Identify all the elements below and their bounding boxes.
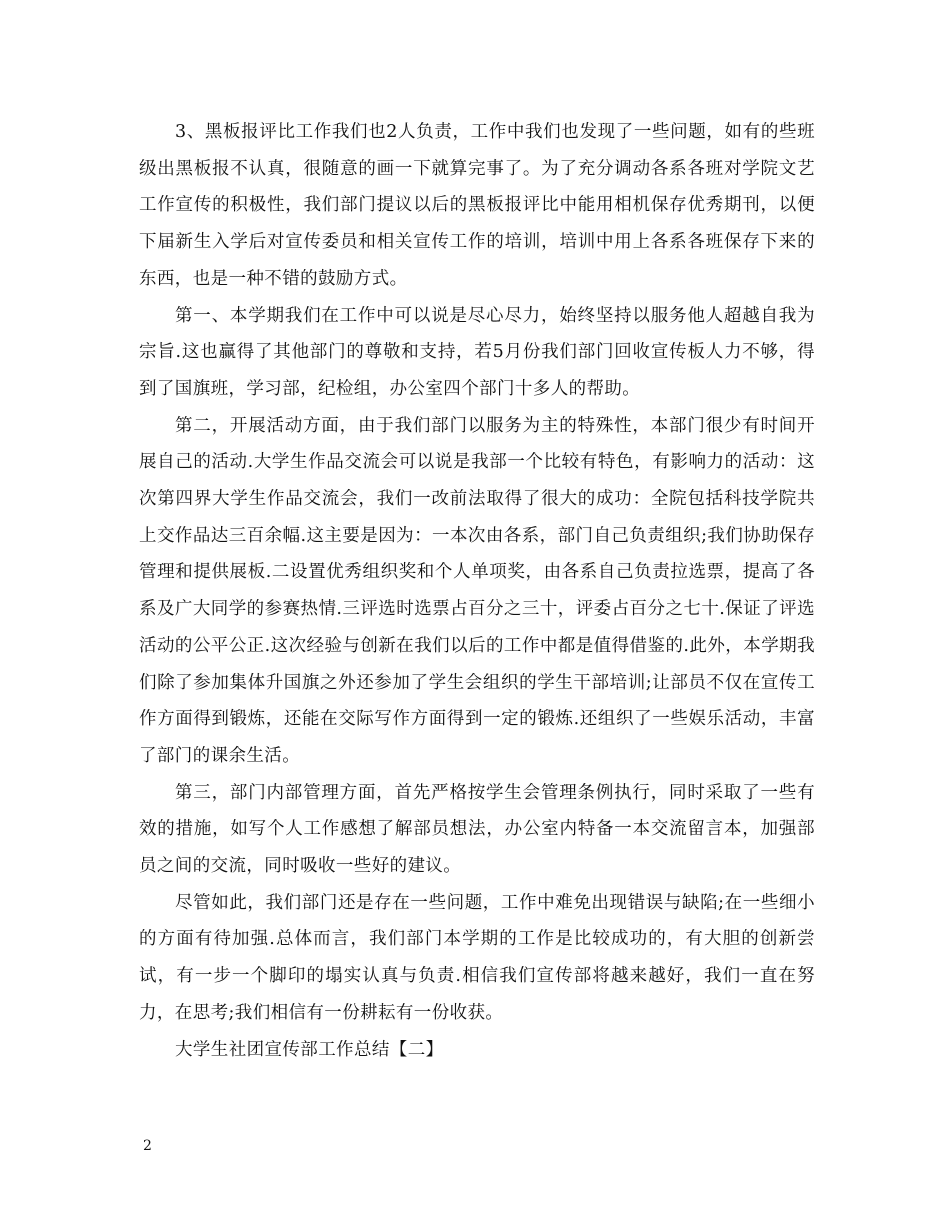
paragraph-second-point: 第二，开展活动方面，由于我们部门以服务为主的特殊性，本部门很少有时间开展自己的活动.大学生作品交流会可以说是我部一个比较有特色，有影响力的活动：这次第四界大学生作品交流会，我们一改前法取得了很大的成功：全院包括科技学院共上交作品达三百余幅.这主要是因为：一本次由各系，部门自己负责组织;我们协助保存管理和提供展板.二设置优秀组织奖和个人单项奖，由各系自己负责拉选票，提高了各系及广大同学的参赛热情.三评选时选票占百分之三十，评委占百分之七十.保证了评选活动的公平公正.这次经验与创新在我们以后的工作中都是值得借鉴的.此外，本学期我们除了参加集体升国旗之外还参加了学生会组织的学生干部培训;让部员不仅在宣传工作方面得到锻炼，还能在交际写作方面得到一定的锻炼.还组织了一些娱乐活动，丰富了部门的课余生活。 (139, 415, 815, 766)
paragraph-first-point: 第一、本学期我们在工作中可以说是尽心尽力，始终坚持以服务他人超越自我为宗旨.这也赢得了其他部门的尊敬和支持，若5月份我们部门回收宣传板人力不够，得到了国旗班，学习部，纪检组，办公室四个部门十多人的帮助。 (139, 305, 815, 399)
paragraph-summary: 尽管如此，我们部门还是存在一些问题，工作中难免出现错误与缺陷;在一些细小的方面有待加强.总体而言，我们部门本学期的工作是比较成功的，有大胆的创新尝试，有一步一个脚印的塌实认真与负责.相信我们宣传部将越来越好，我们一直在努力，在思考;我们相信有一份耕耘有一份收获。 (139, 892, 815, 1023)
document-body (139, 114, 815, 1068)
paragraph-third-point: 第三，部门内部管理方面，首先严格按学生会管理条例执行，同时采取了一些有效的措施，如写个人工作感想了解部员想法，办公室内特备一本交流留言本，加强部员之间的交流，同时吸收一些好的建议。 (139, 782, 815, 877)
section-heading: 大学生社团宣传部工作总结【二】 (175, 1039, 444, 1060)
paragraph-blackboard-evaluation: 3、黑板报评比工作我们也2人负责，工作中我们也发现了一些问题，如有的些班级出黑板报不认真，很随意的画一下就算完事了。为了充分调动各系各班对学院文艺工作宣传的积极性，我们部门提议以后的黑板报评比中能用相机保存优秀期刊，以便下届新生入学后对宣传委员和相关宣传工作的培训，培训中用上各系各班保存下来的东西，也是一种不错的鼓励方式。 (139, 122, 815, 289)
page-number: 2 (143, 1138, 152, 1154)
